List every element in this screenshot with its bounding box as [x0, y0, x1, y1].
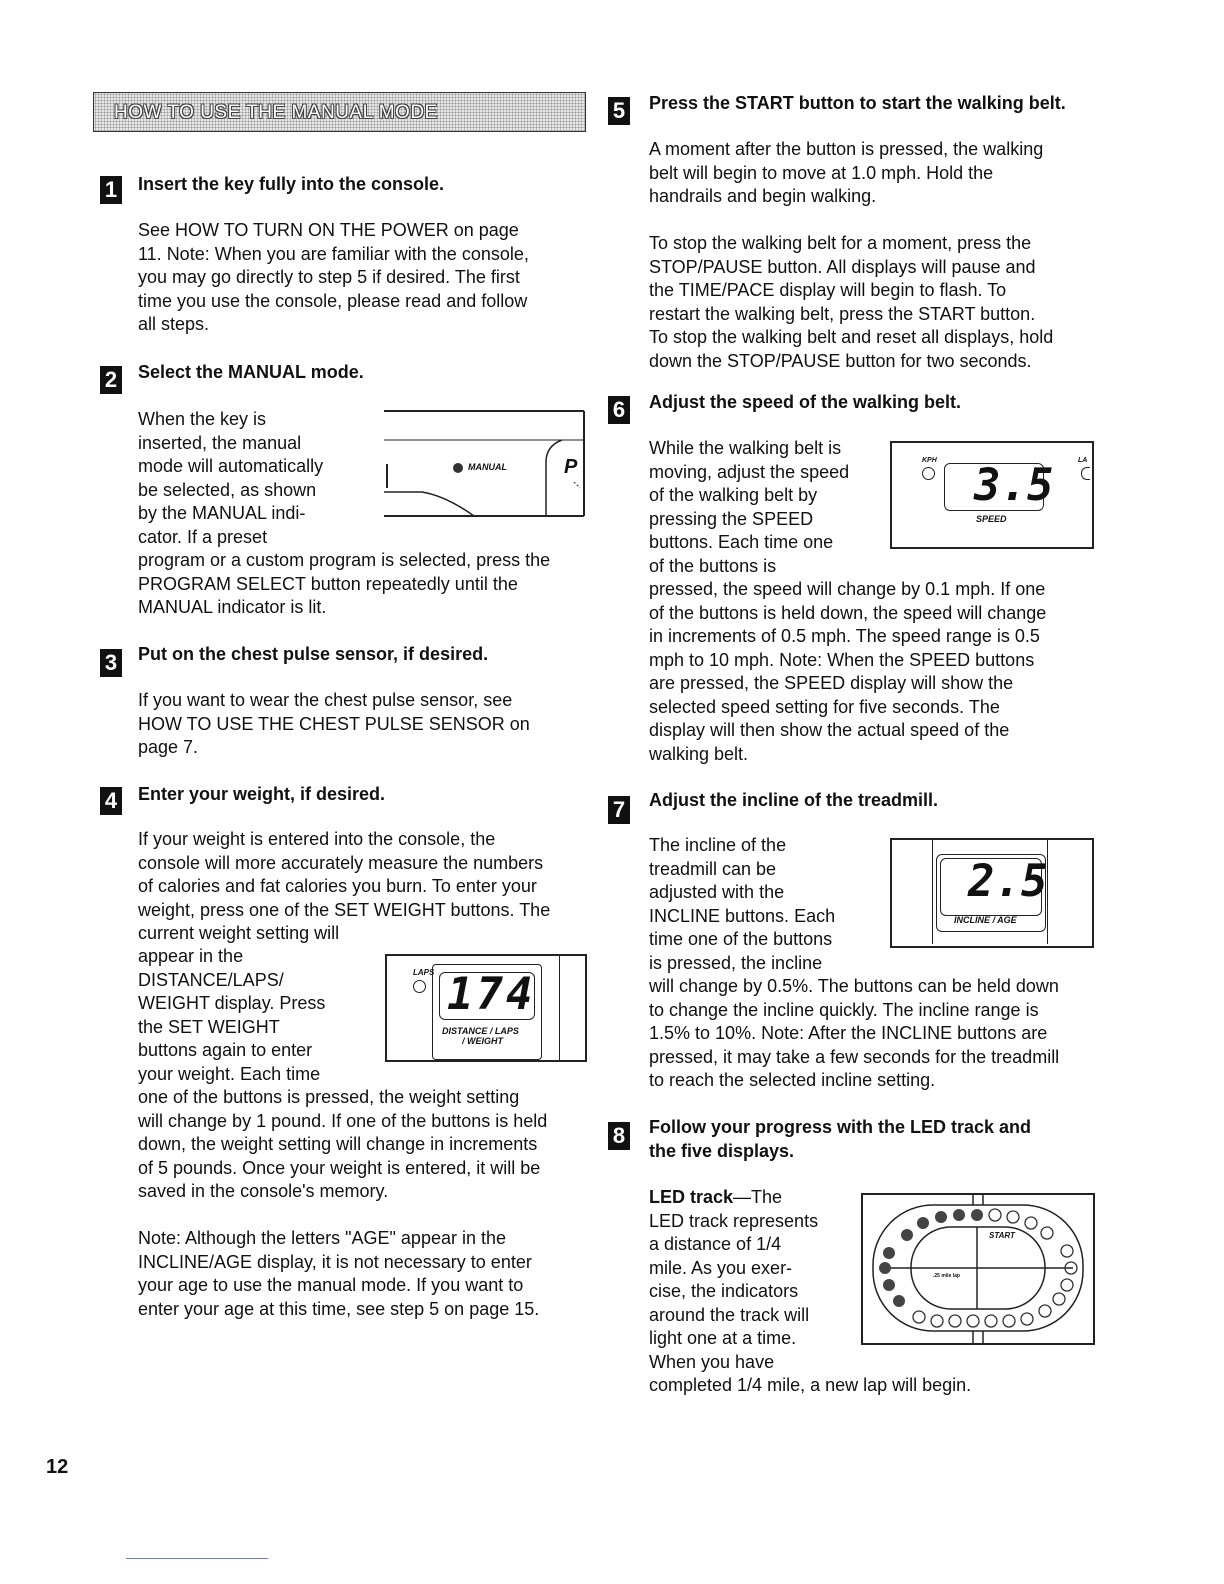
step-5-body-2: To stop the walking belt for a moment, press the STOP/PAUSE button. All displays will pause and the TIME/PACE display will begin to flash. To restart the walking belt, press the START button. To stop the walking belt and reset all displays, hold down the STOP/PAUSE button for two seconds.: [649, 233, 1054, 371]
step-5-heading: Press the START button to start the walking belt.: [649, 93, 1066, 113]
step-6-badge: 6: [608, 396, 630, 424]
step-3-body: If you want to wear the chest pulse sensor, see HOW TO USE THE CHEST PULSE SENSOR on page 7.: [138, 690, 530, 757]
step-6-heading: Adjust the speed of the walking belt.: [649, 392, 962, 412]
step-3-heading: Put on the chest pulse sensor, if desired.: [138, 644, 489, 664]
kph-indicator-light: [922, 467, 935, 480]
incline-age-label: INCLINE / AGE: [954, 915, 1017, 925]
led-track-lead: LED track: [649, 1187, 734, 1207]
incline-readout: 2.5: [968, 856, 1048, 907]
led-track-figure: [861, 1193, 1095, 1345]
footer-rule: [126, 1558, 268, 1559]
weight-readout: 174: [447, 969, 536, 1020]
speed-display-figure: [890, 441, 1094, 549]
step-7-heading: Adjust the incline of the treadmill.: [649, 790, 939, 810]
step-1-badge: 1: [100, 176, 122, 204]
manual-indicator-figure: [384, 410, 586, 518]
led-indicators-lit: [879, 1209, 983, 1307]
step-3-badge: 3: [100, 649, 122, 677]
step-2-body: program or a custom program is selected, press the PROGRAM SELECT button repeatedly until the MANUAL indicator is lit.: [138, 550, 551, 617]
start-label: START: [989, 1231, 1015, 1240]
step-4-heading: Enter your weight, if desired.: [138, 784, 386, 804]
step-4-note: Note: Although the letters "AGE" appear in the INCLINE/AGE display, it is not necessary to enter your age to use the manual mode. If you want to enter your age at this time, see step 5 on page 15.: [138, 1228, 540, 1319]
step-7-body: will change by 0.5%. The buttons can be held down to change the incline quickly. The incline range is 1.5% to 10%. Note: After the INCLINE buttons are pressed, it may take a few seconds for the treadmill to reach the selected incline setting.: [649, 976, 1060, 1090]
step-8-body-beside: LED track—The LED track represents a distance of 1/4 mile. As you exer- cise, the indicators around the track will light one at a time. When you have: [649, 1187, 819, 1372]
weight-label: / WEIGHT: [462, 1036, 503, 1046]
incline-display-figure: [890, 838, 1094, 948]
led-track-drawing: [863, 1195, 1093, 1343]
step-4-badge: 4: [100, 787, 122, 815]
step-6-body-beside: While the walking belt is moving, adjust the speed of the walking belt by pressing the SPEED buttons. Each time one of the buttons is: [649, 438, 850, 576]
step-1-body: See HOW TO TURN ON THE POWER on page 11. Note: When you are familiar with the console, you may go directly to step 5 if desired. The first time you use the console, please read and follow all steps.: [138, 220, 529, 334]
step-6-body: pressed, the speed will change by 0.1 mph. If one of the buttons is held down, the speed will change in increments of 0.5 mph. The speed range is 0.5 mph to 10 mph. Note: When the SPEED buttons are pressed, the SPEED display will show the selected speed setting for five seconds. The display will then show the actual speed of the walking belt.: [649, 579, 1047, 764]
step-5-body: A moment after the button is pressed, the walking belt will begin to move at 1.0 mph. Hold the handrails and begin walking.: [649, 139, 1044, 206]
laps-indicator-partial: LA: [1078, 457, 1088, 464]
step-8-body: completed 1/4 mile, a new lap will begin.: [649, 1375, 972, 1395]
laps-indicator-label: LAPS: [413, 968, 435, 977]
section-banner: [93, 92, 586, 132]
lap-distance-label: .25 mile lap: [933, 1273, 960, 1279]
step-7-body-beside: The incline of the treadmill can be adjusted with the INCLINE buttons. Each time one of the buttons is pressed, the incline: [649, 835, 836, 973]
step-4-body-top: If your weight is entered into the console, the console will more accurately measure the numbers of calories and fat calories you burn. To enter your weight, press one of the SET WEIGHT buttons. The current weight setting will: [138, 829, 551, 943]
speed-readout: 3.5: [974, 460, 1054, 511]
step-8-badge: 8: [608, 1122, 630, 1150]
step-4-body-beside: appear in the DISTANCE/LAPS/ WEIGHT display. Press the SET WEIGHT buttons again to enter your weight. Each time: [138, 946, 326, 1084]
step-2-heading: Select the MANUAL mode.: [138, 362, 364, 382]
distance-laps-label: DISTANCE / LAPS: [442, 1026, 519, 1036]
step-5-badge: 5: [608, 97, 630, 125]
step-2-body-beside: When the key is inserted, the manual mode will automatically be selected, as shown by the MANUAL indi- cator. If a preset: [138, 409, 324, 547]
step-2-badge: 2: [100, 366, 122, 394]
section-title: HOW TO USE THE MANUAL MODE: [114, 102, 438, 123]
page-number: 12: [46, 1456, 69, 1478]
speed-label: SPEED: [976, 514, 1007, 524]
figure-divider: [559, 956, 560, 1060]
step-1-heading: Insert the key fully into the console.: [138, 174, 445, 194]
manual-indicator-label: MANUAL: [468, 462, 507, 472]
step-8-heading: Follow your progress with the LED track and the five displays.: [649, 1117, 1032, 1161]
program-indicator-partial: P: [564, 456, 578, 478]
step-4-body: one of the buttons is pressed, the weight setting will change by 1 pound. If one of the buttons is held down, the weight setting will change in increments of 5 pounds. Once your weight is entered, it will be saved in the console's memory.: [138, 1087, 548, 1201]
step-7-badge: 7: [608, 796, 630, 824]
kph-indicator-label: KPH: [922, 457, 937, 464]
laps-indicator-light: [413, 980, 426, 993]
weight-display-figure: [385, 954, 587, 1062]
laps-indicator-light-partial: [1081, 467, 1090, 480]
